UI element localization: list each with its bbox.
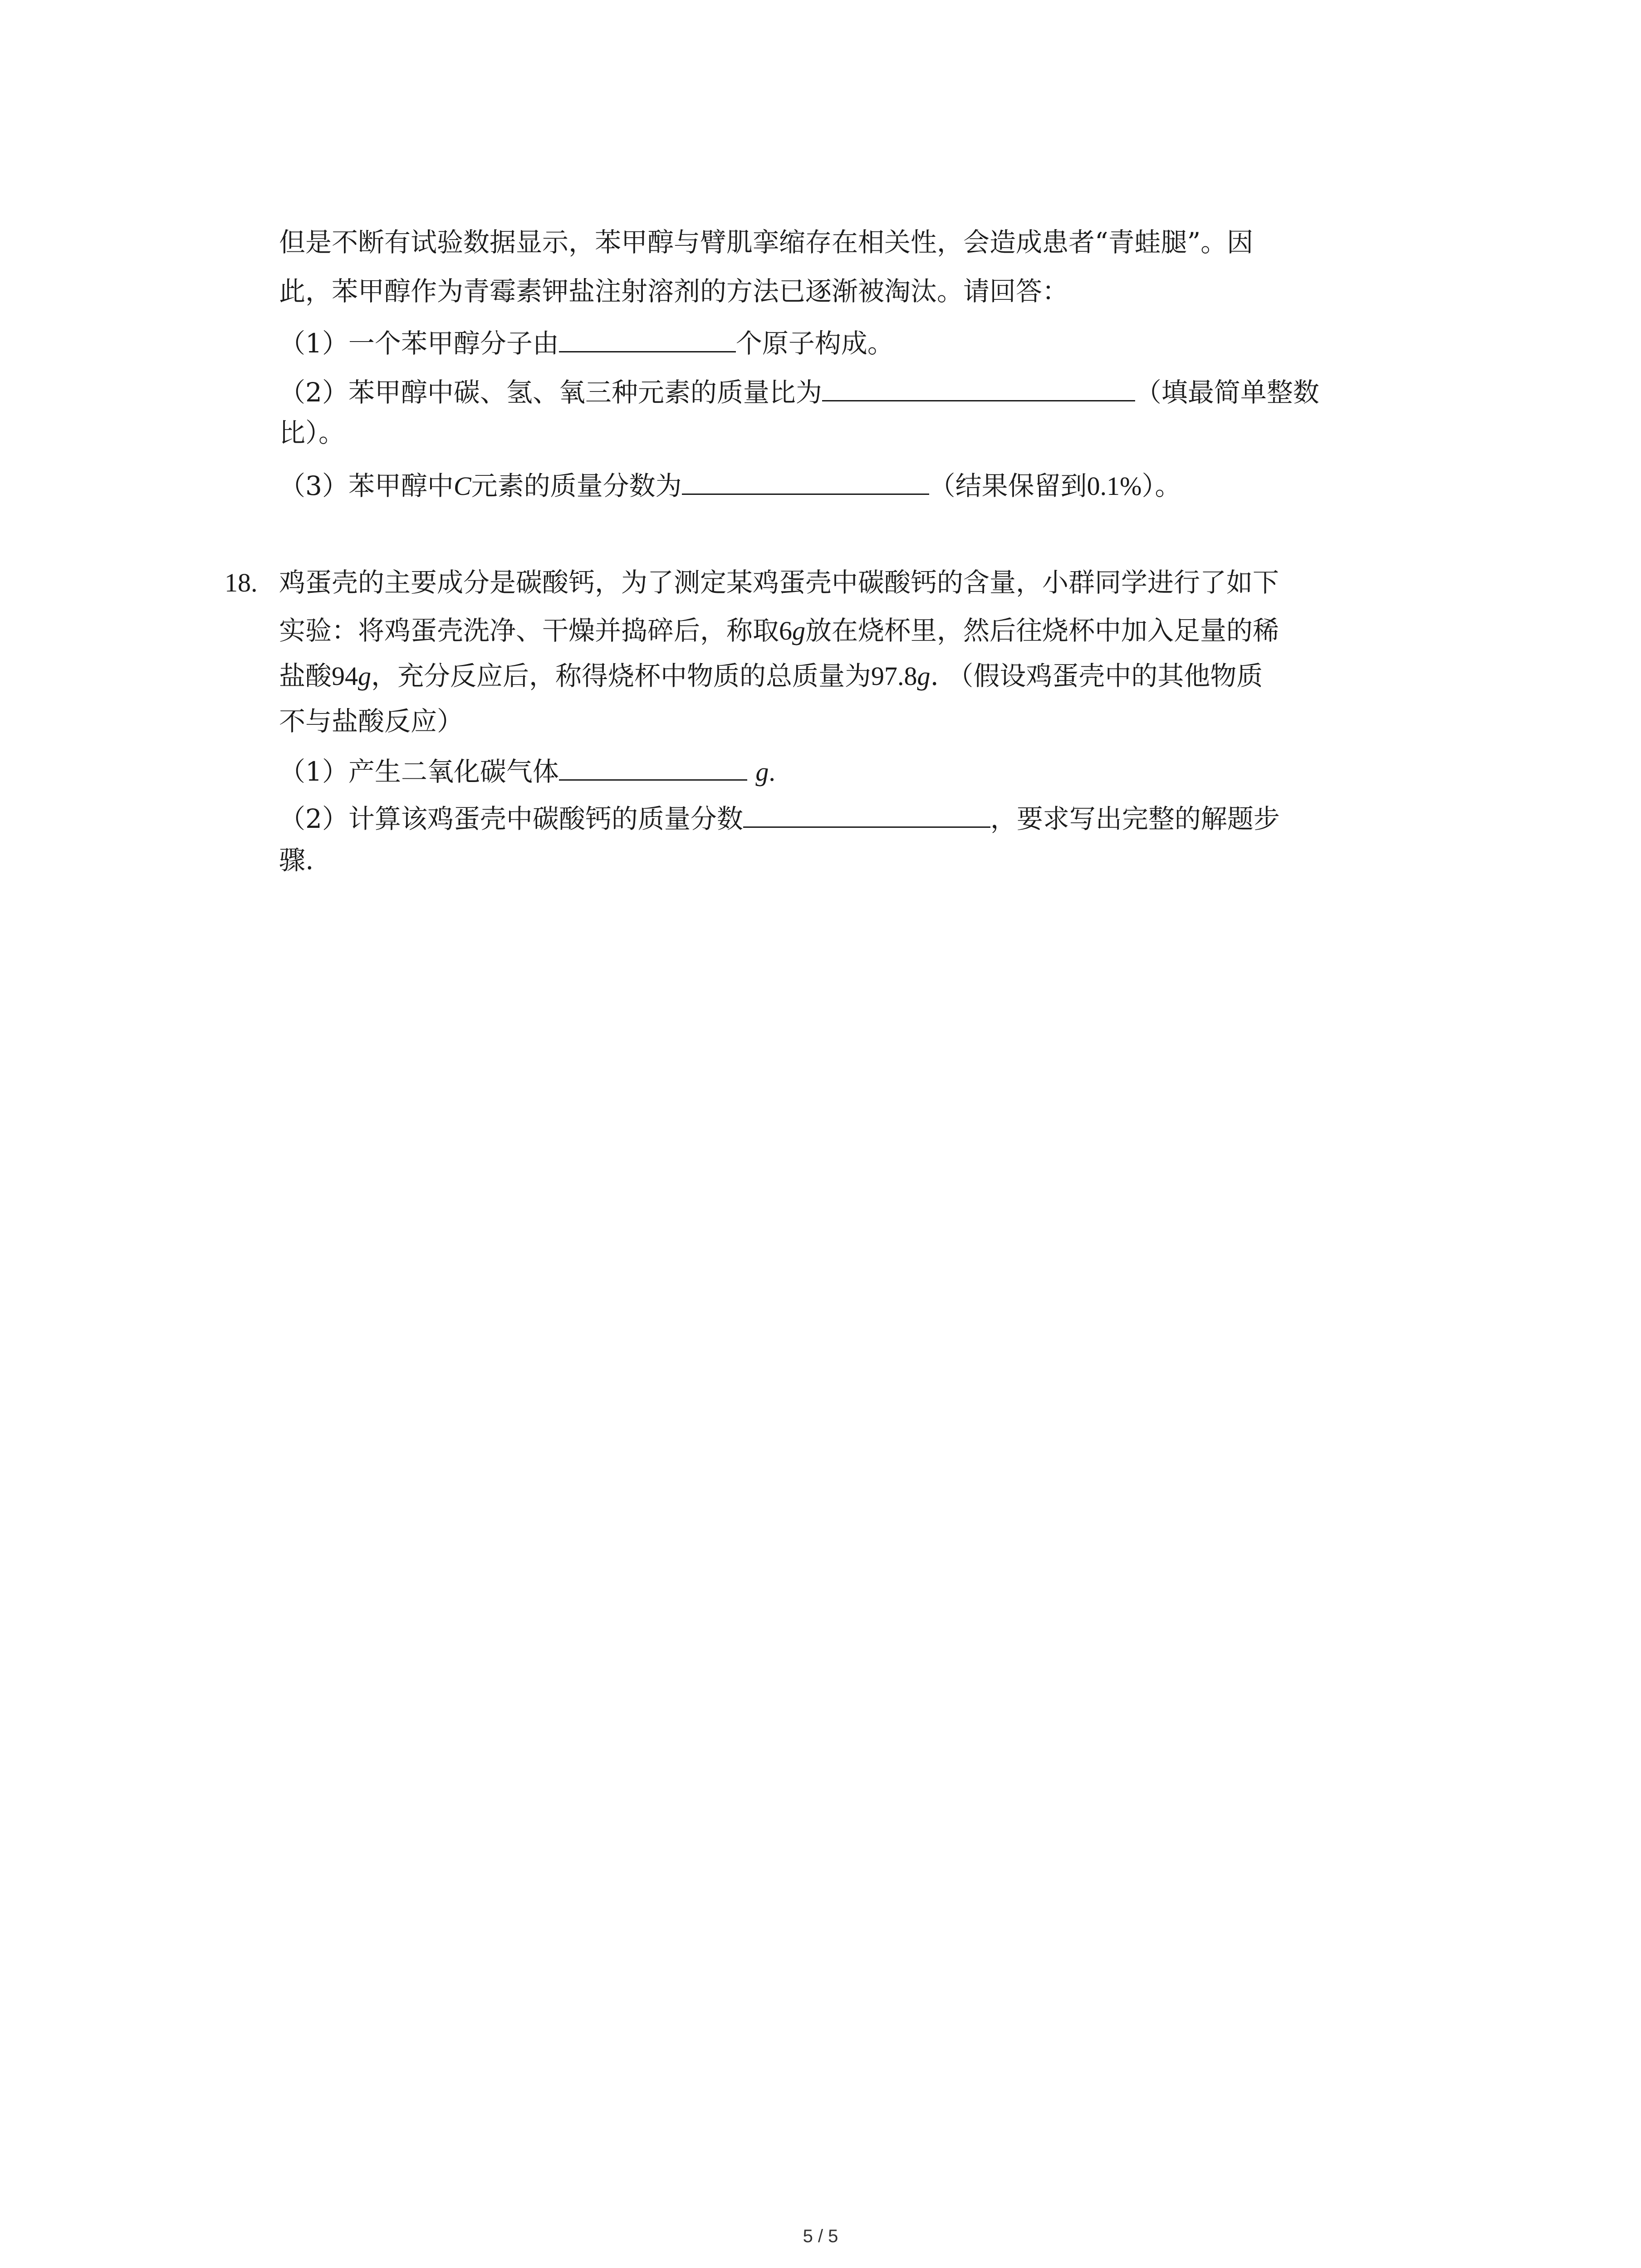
q17-part2-line2: 比）。 (279, 417, 345, 448)
q17-part1: （1）一个苯甲醇分子由 个原子构成。 (279, 325, 894, 360)
q18-line4: 不与盐酸反应） (279, 706, 464, 737)
q18-line2: 实验：将鸡蛋壳洗净、干燥并捣碎后，称取6g放在烧杯里，然后往烧杯中加入足量的稀 (279, 615, 1279, 646)
q18-part1: （1）产生二氧化碳气体 g. (279, 753, 775, 788)
q18-line3: 盐酸94g，充分反应后，称得烧杯中物质的总质量为97.8g. （假设鸡蛋壳中的其他物质 (279, 660, 1263, 691)
q17-intro-line2: 此，苯甲醇作为青霉素钾盐注射溶剂的方法已逐渐被淘汰。请回答： (279, 276, 1069, 307)
page-number: 5 / 5 (803, 2226, 838, 2246)
answer-blank (559, 325, 736, 352)
q17-part3: （3）苯甲醇中C元素的质量分数为 （结果保留到0.1%）。 (279, 467, 1181, 502)
q17-intro-line1: 但是不断有试验数据显示，苯甲醇与臂肌挛缩存在相关性，会造成患者“青蛙腿”。因 (279, 227, 1254, 258)
answer-blank (822, 374, 1135, 401)
q18-part2-line2: 骤. (279, 845, 314, 875)
answer-blank (743, 800, 990, 828)
q18-part2: （2）计算该鸡蛋壳中碳酸钙的质量分数 ，要求写出完整的解题步 (279, 800, 1280, 835)
answer-blank (682, 467, 929, 495)
q18-number: 18. (225, 568, 258, 597)
answer-blank (559, 753, 747, 781)
q18-line1: 鸡蛋壳的主要成分是碳酸钙，为了测定某鸡蛋壳中碳酸钙的含量，小群同学进行了如下 (279, 567, 1279, 598)
q17-part2: （2）苯甲醇中碳、氢、氧三种元素的质量比为 （填最简单整数 (279, 374, 1319, 409)
